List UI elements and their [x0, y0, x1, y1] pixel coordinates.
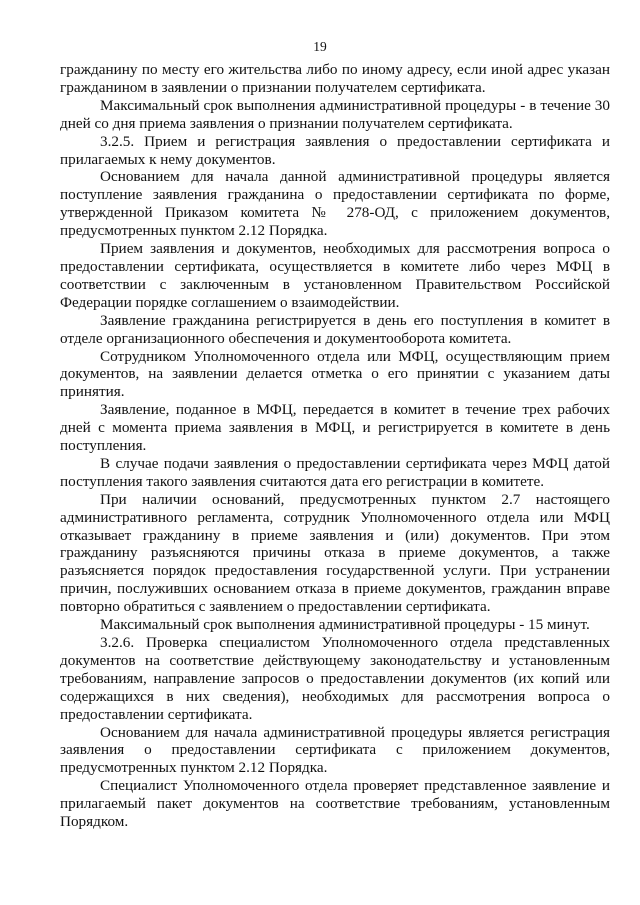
page-number: 19 [313, 39, 327, 54]
paragraph-receipt-date: В случае подачи заявления о предоставлении сертификата через МФЦ датой поступления такого заявления считаются дата его регистрации в комитете. [60, 454, 610, 490]
paragraph-max-term-15-minutes: Максимальный срок выполнения административной процедуры - 15 минут. [100, 616, 590, 634]
section-heading-3-2-5: 3.2.5. Прием и регистрация заявления о предоставлении сертификата и прилагаемых к нему документов. [60, 132, 610, 168]
paragraph-basis-procedure: Основанием для начала данной административной процедуры является поступление заявления гражданина о предоставлении сертификата по форме, утвержденной Приказом комитета № 278-ОД, с приложением документов, предусмотренных пунктом 2.12 Порядка. [60, 168, 610, 240]
paragraph-continuation: гражданину по месту его жительства либо по иному адресу, если иной адрес указан гражданином в заявлении о признании получателем сертификата. [60, 61, 610, 96]
paragraph-max-term-30-days: Максимальный срок выполнения административной процедуры - в течение 30 дней со дня приема заявления о признании получателем сертификата. [60, 96, 610, 132]
paragraph-refusal-grounds: При наличии оснований, предусмотренных пунктом 2.7 настоящего административного регламента, сотрудник Уполномоченного отдела или МФЦ отказывает гражданину в приеме заявления и (или) документов. При этом гражданину разъясняются причины отказа в приеме документов, а также разъясняется порядок предоставления государственной услуги. При устранении причин, послуживших основанием отказа в приеме документов, гражданин вправе повторно обратиться с заявлением о предоставлении сертификата. [60, 490, 610, 616]
body-text [60, 61, 610, 831]
section-heading-3-2-6: 3.2.6. Проверка специалистом Уполномоченного отдела представленных документов на соответствие действующему законодательству и установленным требованиям, направление запросов о предоставлении документов (их копий или содержащихся в них сведения), необходимых для рассмотрения вопроса о предоставлении сертификата. [60, 634, 610, 723]
paragraph-mfc-transfer: Заявление, поданное в МФЦ, передается в комитет в течение трех рабочих дней с момента приема заявления в МФЦ, и регистрируется в комитете в день поступления. [60, 401, 610, 455]
paragraph-reception-documents: Прием заявления и документов, необходимых для рассмотрения вопроса о предоставлении сертификата, осуществляется в комитете либо через МФЦ в соответствии с заключенным в установленном Правительством Российской Федерации порядке соглашением о взаимодействии. [60, 240, 610, 311]
paragraph-registration: Заявление гражданина регистрируется в день его поступления в комитет в отделе организационного обеспечения и документооборота комитета. [60, 311, 610, 347]
paragraph-acceptance-mark: Сотрудником Уполномоченного отдела или МФЦ, осуществляющим прием документов, на заявлении делается отметка о его принятии с указанием даты принятия. [60, 347, 610, 401]
paragraph-basis-registration: Основанием для начала административной процедуры является регистрация заявления о предоставлении сертификата с приложением документов, предусмотренных пунктом 2.12 Порядка. [60, 723, 610, 777]
paragraph-specialist-check: Специалист Уполномоченного отдела проверяет представленное заявление и прилагаемый пакет документов на соответствие требованиям, установленным Порядком. [60, 777, 610, 831]
